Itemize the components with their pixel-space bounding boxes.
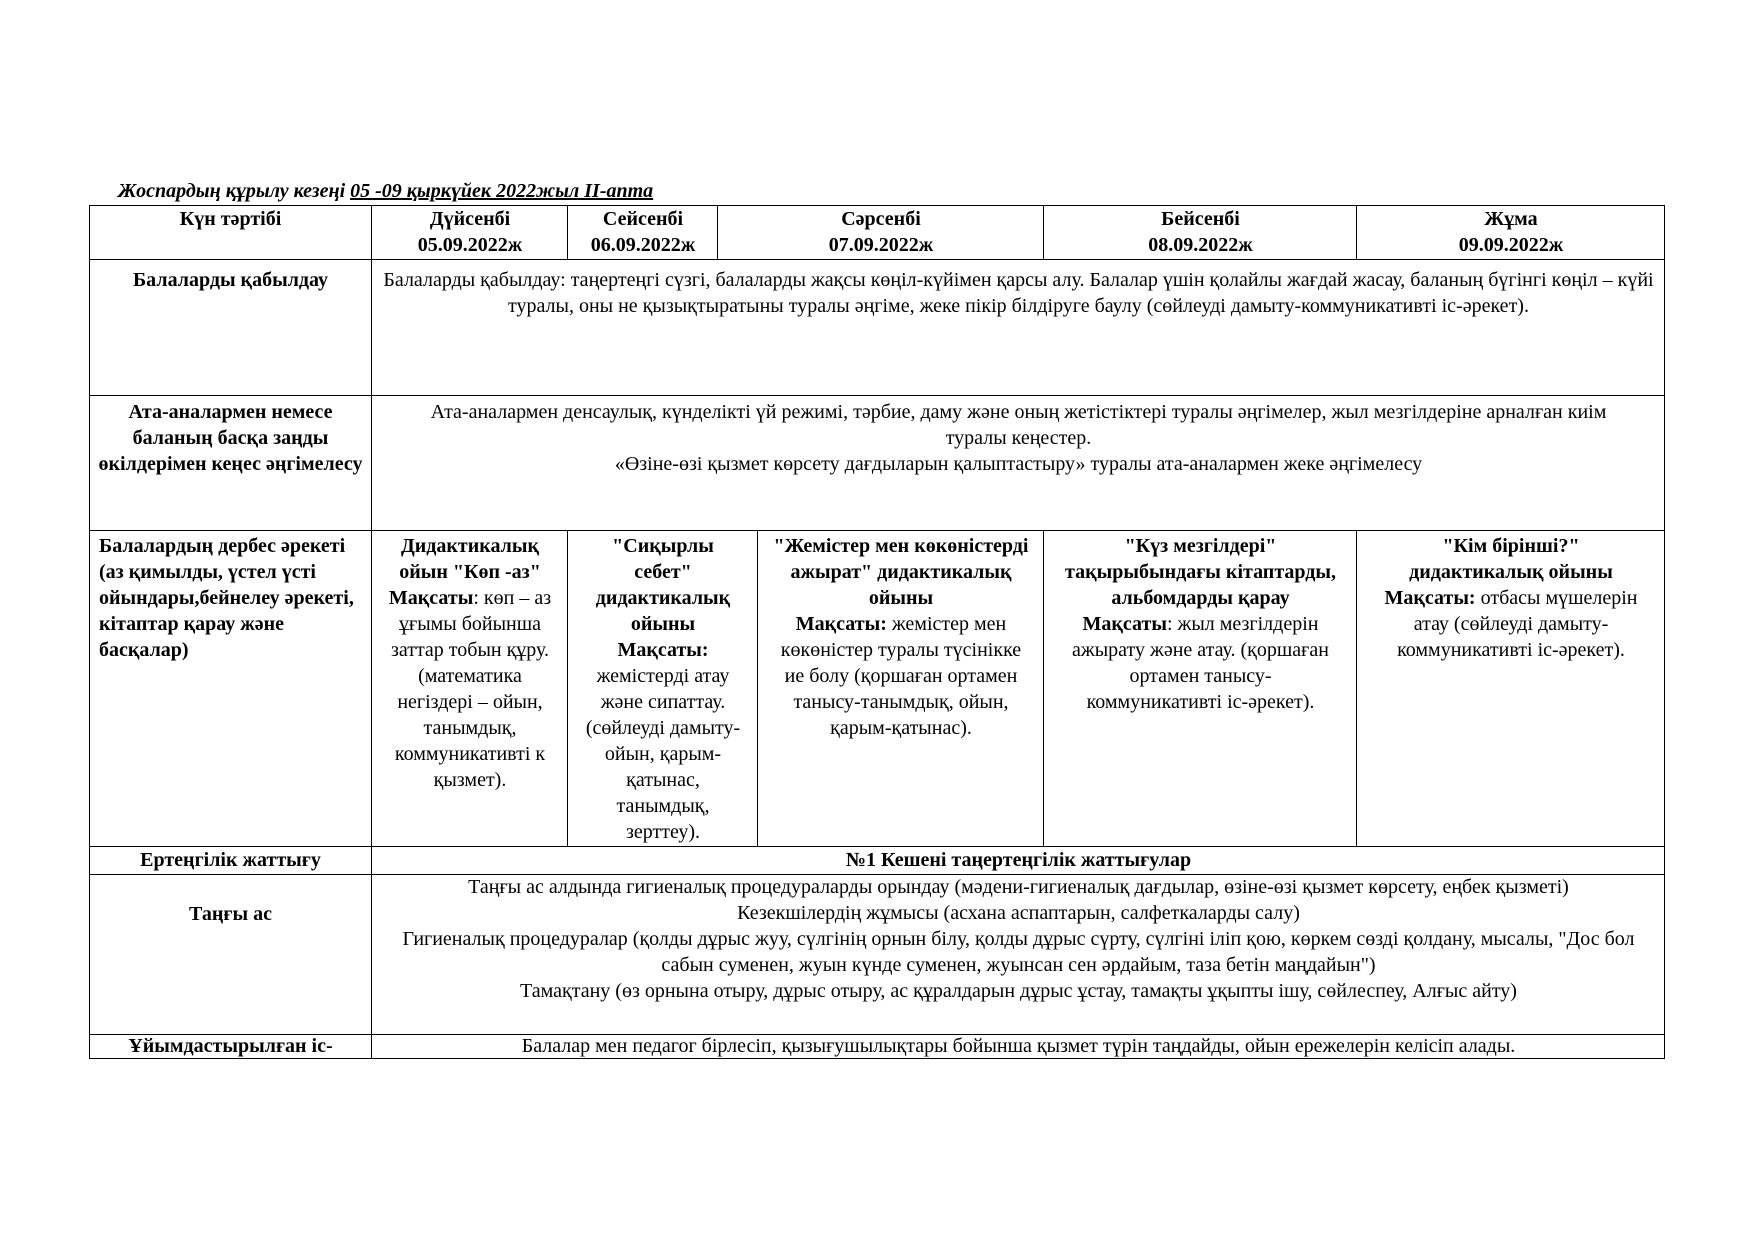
row-label-exercise <box>89 846 372 874</box>
col-divider <box>1043 530 1044 846</box>
organized-label: Ұйымдастырылған іс- <box>128 1035 333 1057</box>
day-name-thu: Бейсенбі <box>1161 208 1240 230</box>
parents-line-1: Ата-аналармен денсаулық, күнделікті үй режимі, тәрбие, даму және оның жетістіктері туралы әңгімелер, жыл мезгілдеріне арналған киім туралы кеңестер. <box>430 401 1607 449</box>
col-divider <box>1356 530 1357 846</box>
day-date-fri: 09.09.2022ж <box>1458 234 1564 256</box>
row-label-reception <box>89 259 372 395</box>
col-divider <box>1043 205 1044 259</box>
goal-text-fri: отбасы мүшелерін атау (сөйлеуді дамыту-коммуникативті іс-әрекет). <box>1397 587 1638 661</box>
organized-text: Балалар мен педагог бірлесіп, қызығушылықтары бойынша қызмет түрін таңдайды, ойын ережелерін келісіп алады. <box>521 1035 1516 1057</box>
breakfast-line-3: Гигиеналық процедуралар (қолды дұрыс жуу, сүлгінің орнын білу, қолды дұрыс сүрту, сүлгіні іліп қою, көркем сөзді қолдану, мысалы, "Дос бол сабын суменен, жуын күнде суменен, жуынсан сен әрдайым, таза бетін маңдайын") <box>402 928 1635 976</box>
goal-text-tue: жемістерді атау және сипаттау. (сөйлеуді дамыту-ойын, қарым-қатынас, танымдық, зерттеу). <box>585 665 741 843</box>
parents-line-2: «Өзіне-өзі қызмет көрсету дағдыларын қалыптастыру» туралы ата-аналармен жеке әңгімелесу <box>614 453 1423 475</box>
breakfast-line-1: Таңғы ас алдында гигиеналық процедураларды орындау (мәдени-гигиеналық дағдылар, өзіне-өзі қызмет көрсету, еңбек қызметі) <box>468 876 1569 898</box>
row-divider <box>89 846 1665 847</box>
header-day-thu <box>1044 205 1357 259</box>
exercise-text-cell <box>372 846 1665 874</box>
border-right <box>1664 205 1665 1059</box>
breakfast-label: Таңғы ас <box>189 903 272 925</box>
parents-text-cell <box>372 395 1665 530</box>
reception-text: Балаларды қабылдау: таңертеңгі сүзгі, балаларды жақсы көңіл-күйімен қарсы алу. Балалар үшін қолайлы жағдай жасау, баланың бүгінгі көңіл – күйі туралы, оны не қызықтыратыны туралы әңгіме, жеке пікір білдіруге баулу (сөйлеуді дамыту-коммуникативті іс-әрекет). <box>383 269 1654 317</box>
row-label-organized <box>89 1034 372 1059</box>
row-divider <box>89 530 1665 531</box>
reception-label: Балаларды қабылдау <box>132 269 329 291</box>
col-divider <box>757 530 758 846</box>
goal-text-thu: : жыл мезгілдерін ажырату және атау. (қоршаған ортамен танысу-коммуникативті іс-әрекет). <box>1072 613 1329 713</box>
independent-fri <box>1357 530 1665 846</box>
activity-title-thu: "Күз мезгілдері" тақырыбындағы кітаптарды, альбомдарды қарау <box>1065 535 1336 609</box>
independent-mon <box>372 530 568 846</box>
plan-period-heading <box>118 180 653 203</box>
heading-prefix: Жоспардың құрылу кезеңі <box>118 180 351 202</box>
goal-text-wed: жемістер мен көкөністер туралы түсінікке ие болу (қоршаған ортамен танысу-танымдық, ойын, қарым-қатынас). <box>780 613 1022 739</box>
activity-title-tue: "Сиқырлы себет" дидактикалық ойыны <box>595 535 731 635</box>
day-name-tue: Сейсенбі <box>602 208 684 230</box>
exercise-label: Ертеңгілік жаттығу <box>140 849 321 871</box>
schedule-table <box>89 205 1665 1059</box>
independent-wed <box>758 530 1044 846</box>
day-date-wed: 07.09.2022ж <box>828 234 934 256</box>
row-label-breakfast <box>89 874 372 1034</box>
row-divider <box>89 259 1665 260</box>
col-divider <box>567 530 568 846</box>
activity-title-mon: Дидактикалық ойын "Көп -аз" <box>399 535 541 583</box>
goal-label-thu: Мақсаты <box>1082 613 1167 635</box>
col-divider <box>1356 205 1357 259</box>
header-day-wed <box>718 205 1044 259</box>
header-routine-label: Күн тәртібі <box>179 208 282 230</box>
organized-text-cell <box>372 1034 1665 1059</box>
border-bottom <box>89 1058 1665 1059</box>
reception-text-cell <box>372 259 1665 395</box>
header-day-mon <box>372 205 568 259</box>
row-divider <box>89 395 1665 396</box>
breakfast-line-4: Тамақтану (өз орнына отыру, дұрыс отыру, ас құралдарын дұрыс ұстау, тамақты ұқыпты ішу, сөйлеспеу, Алғыс айту) <box>520 980 1517 1002</box>
exercise-text: №1 Кешені таңертеңгілік жаттығулар <box>845 849 1192 871</box>
goal-label-tue: Мақсаты: <box>617 639 709 661</box>
goal-label-mon: Мақсаты <box>388 587 474 609</box>
row-label-independent <box>89 530 372 846</box>
activity-title-wed: "Жемістер мен көкөністерді ажырат" дидактикалық ойыны <box>773 535 1029 609</box>
day-name-fri: Жұма <box>1484 208 1538 230</box>
independent-thu <box>1044 530 1357 846</box>
day-name-mon: Дүйсенбі <box>429 208 511 230</box>
breakfast-text-cell <box>372 874 1665 1034</box>
day-date-thu: 08.09.2022ж <box>1148 234 1253 256</box>
goal-text-mon: : көп – аз ұғымы бойынша заттар тобын құру. (математика негіздері – ойын, танымдық, коммуникативті к қызмет). <box>390 587 552 791</box>
parents-label: Ата-аналармен немесе баланың басқа заңды өкілдерімен кеңес әңгімелесу <box>98 401 363 475</box>
goal-label-wed: Мақсаты: <box>795 613 887 635</box>
independent-label: Балалардың дербес әрекеті (аз қимылды, үстел үсті ойындары,бейнелеу әрекеті, кітаптар қарау және басқалар) <box>99 535 354 661</box>
day-date-mon: 05.09.2022ж <box>417 234 523 256</box>
header-day-fri <box>1357 205 1665 259</box>
breakfast-line-2: Кезекшілердің жұмысы (асхана аспаптарын, салфеткаларды салу) <box>737 902 1300 924</box>
col-divider <box>567 205 568 259</box>
row-divider <box>89 874 1665 875</box>
header-day-tue <box>568 205 718 259</box>
border-top <box>89 205 1665 206</box>
header-routine <box>89 205 372 259</box>
independent-tue <box>568 530 758 846</box>
day-date-tue: 06.09.2022ж <box>590 234 696 256</box>
border-left <box>89 205 90 1059</box>
day-name-wed: Сәрсенбі <box>841 208 921 230</box>
col-divider <box>371 205 372 1059</box>
col-divider <box>717 205 718 259</box>
activity-title-fri: "Кім бірінші?" дидактикалық ойыны <box>1409 535 1613 583</box>
row-label-parents <box>89 395 372 530</box>
goal-label-fri: Мақсаты: <box>1384 587 1476 609</box>
heading-period: 05 -09 қыркүйек 2022жыл II-апта <box>350 180 654 202</box>
row-divider <box>89 1034 1665 1035</box>
